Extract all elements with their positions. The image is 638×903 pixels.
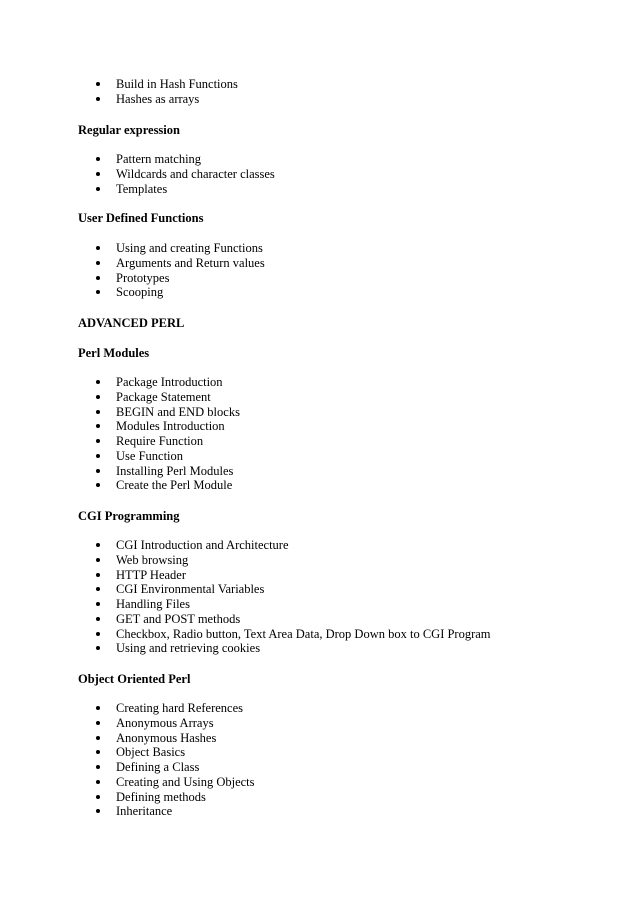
list-item-label: CGI Environmental Variables <box>116 582 265 597</box>
bullet-icon <box>96 172 100 176</box>
list-item-label: BEGIN and END blocks <box>116 404 240 419</box>
bullet-icon <box>96 410 100 414</box>
list-item-label: Creating and Using Objects <box>116 774 255 789</box>
list-item-label: Using and retrieving cookies <box>116 641 261 656</box>
list-item-label: Create the Perl Module <box>116 478 233 493</box>
bullet-icon <box>96 750 100 754</box>
list-item-label: Installing Perl Modules <box>116 463 234 478</box>
bullet-icon <box>96 632 100 636</box>
bullet-icon <box>96 261 100 265</box>
list-item-label: Handling Files <box>116 597 190 611</box>
bullet-icon <box>96 573 100 577</box>
list-item-label: Object Basics <box>116 745 186 760</box>
bullet-icon <box>96 587 100 591</box>
bullet-icon <box>96 424 100 428</box>
list-item-label: Build in Hash Functions <box>116 77 238 91</box>
bullet-icon <box>96 558 100 562</box>
bullet-icon <box>96 706 100 710</box>
bullet-icon <box>96 795 100 799</box>
bullet-icon <box>96 439 100 443</box>
bullet-icon <box>96 809 100 813</box>
bullet-icon <box>96 97 100 101</box>
list-item-label: Defining methods <box>116 789 206 804</box>
bullet-icon <box>96 646 100 650</box>
bullet-icon <box>96 395 100 399</box>
list-item-label: Inheritance <box>116 804 173 819</box>
list-item-label: Scooping <box>116 285 164 300</box>
bullet-icon <box>96 736 100 740</box>
bullet-icon <box>96 157 100 161</box>
section-heading: Regular expression <box>78 123 180 137</box>
bullet-icon <box>96 380 100 384</box>
list-item-label: Package Statement <box>116 389 211 404</box>
list-item-label: HTTP Header <box>116 567 186 582</box>
list-item-label: Using and creating Functions <box>116 241 263 255</box>
section-heading: User Defined Functions <box>78 211 204 225</box>
list-item-label: Require Function <box>116 434 204 448</box>
list-item-label: Modules Introduction <box>116 419 225 434</box>
list-item-label: Defining a Class <box>116 760 200 774</box>
list-item-label: Hashes as arrays <box>116 91 200 106</box>
list-item-label: Anonymous Hashes <box>116 730 217 745</box>
bullet-icon <box>96 602 100 606</box>
bullet-icon <box>96 765 100 769</box>
list-item-label: CGI Introduction and Architecture <box>116 538 289 552</box>
list-item-label: Templates <box>116 181 168 196</box>
list-item-label: Package Introduction <box>116 375 223 389</box>
list-item-label: Prototypes <box>116 270 170 285</box>
section-heading: CGI Programming <box>78 509 180 523</box>
bullet-icon <box>96 454 100 458</box>
list-item-label: Web browsing <box>116 552 189 567</box>
bullet-icon <box>96 246 100 250</box>
bullet-icon <box>96 187 100 191</box>
bullet-icon <box>96 617 100 621</box>
bullet-icon <box>96 82 100 86</box>
bullet-icon <box>96 276 100 280</box>
list-item-label: Wildcards and character classes <box>116 166 275 181</box>
bullet-icon <box>96 721 100 725</box>
section-heading: ADVANCED PERL <box>78 316 185 330</box>
bullet-icon <box>96 543 100 547</box>
list-item-label: Creating hard References <box>116 701 244 715</box>
list-item-label: Anonymous Arrays <box>116 715 214 730</box>
section-heading: Perl Modules <box>78 346 150 360</box>
list-item-label: GET and POST methods <box>116 611 241 626</box>
list-item-label: Arguments and Return values <box>116 255 265 270</box>
section-heading: Object Oriented Perl <box>78 672 191 686</box>
list-item-label: Checkbox, Radio button, Text Area Data, Drop Down box to CGI Program <box>116 626 491 641</box>
bullet-icon <box>96 290 100 294</box>
bullet-icon <box>96 469 100 473</box>
list-item-label: Pattern matching <box>116 152 202 166</box>
bullet-icon <box>96 483 100 487</box>
list-item-label: Use Function <box>116 448 184 463</box>
bullet-icon <box>96 780 100 784</box>
